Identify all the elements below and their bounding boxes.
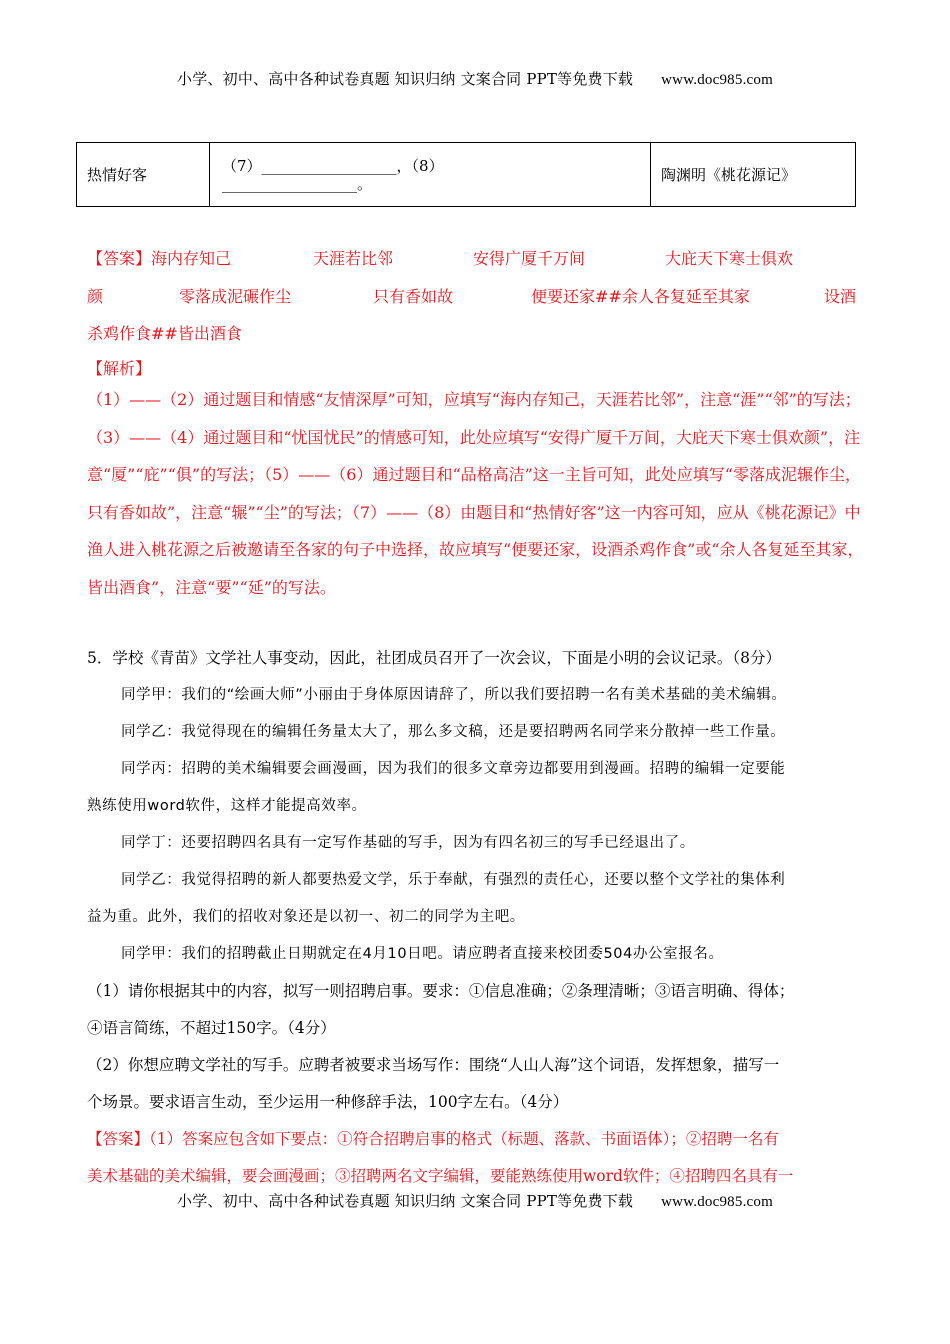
meeting-line: 同学乙：我觉得现在的编辑任务量太大了，那么多文稿，还是要招聘两名同学来分散掉一些工作量。 — [121, 724, 786, 740]
meeting-line: 同学丁：还要招聘四名具有一定写作基础的写手，因为有四名初三的写手已经退出了。 — [121, 835, 695, 851]
answer-line-2 — [87, 284, 862, 308]
answer-line-1 — [87, 246, 862, 270]
blank-cell — [210, 143, 651, 207]
page-header — [0, 68, 950, 89]
sub-question-2: （2）你想应聘文学社的写手。应聘者被要求当场写作：围绕“人山人海”这个词语，发挥想象，描写一 — [87, 1056, 780, 1074]
answer-2-line-1: 【答案】（1）答案应包含如下要点：①符合招聘启事的格式（标题、落款、书面语体）；②招聘一名有 — [87, 1130, 779, 1148]
answer-item: 天涯若比邻 — [313, 249, 394, 268]
analysis-label: 【解析】 — [87, 359, 152, 378]
table-row — [77, 143, 856, 207]
meeting-line: 熟练使用word软件，这样才能提高效率。 — [87, 798, 367, 814]
sub-question-1-cont: ④语言简练，不超过150字。（4分） — [87, 1019, 336, 1037]
answer-2-line-2: 美术基础的美术编辑，要会画漫画；③招聘两名文字编辑，要能熟练使用word软件；④招聘四名具有一 — [87, 1167, 794, 1185]
analysis-text: （1）——（2）通过题目和情感“友情深厚”可知，应填写“海内存知己，天涯若比邻”，注意“涯”“邻”的写法；（3）——（4）通过题目和“忧国忧民”的情感可知，此处应填写“安得广厦千万间，大庇天下寒士俱欢颜”，注意“厦”“庇”“俱”的写法；（5）——（6）通过题目和“品格高洁”这一主旨可知，此处应填写“零落成泥辗作尘，只有香如故”，注意“辗”“尘”的写法；（7）——（8）由题目和“热情好客”这一内容可知，应从《桃花源记》中渔人进入桃花源之后被邀请至各家的句子中选择，故应填写“便要还家，设酒杀鸡作食”或“余人各复延至其家，皆出酒食”，注意“要”“延”的写法。 — [87, 390, 864, 597]
answer-item: 设酒 — [824, 287, 857, 306]
answer-label: 【答案】海内存知己 — [87, 249, 232, 268]
theme-cell: 热情好客 — [77, 143, 210, 207]
question-title: 5．学校《青苗》文学社人事变动，因此，社团成员召开了一次会议，下面是小明的会议记录。（8分） — [87, 649, 781, 667]
question-5 — [87, 640, 877, 1195]
answer-item: 颜 — [87, 287, 104, 306]
footer-url[interactable]: www.doc985.com — [661, 1194, 773, 1210]
answer-item: 只有香如故 — [373, 287, 454, 306]
sub-question-1: （1）请你根据其中的内容，拟写一则招聘启事。要求：①信息准确；②条理清晰；③语言明确、得体； — [87, 982, 795, 1000]
meeting-line: 同学丙：招聘的美术编辑要会画漫画，因为我们的很多文章旁边都要用到漫画。招聘的编辑一定要能 — [121, 761, 786, 777]
footer-text: 小学、初中、高中各种试卷真题 知识归纳 文案合同 PPT等免费下载 — [177, 1192, 634, 1210]
meeting-line: 益为重。此外，我们的招收对象还是以初一、初二的同学为主吧。 — [87, 909, 525, 925]
blank-8: __________________。 — [222, 174, 373, 193]
sub-question-2-cont: 个场景。要求语言生动，至少运用一种修辞手法，100字左右。（4分） — [87, 1093, 569, 1111]
answer-item: 杀鸡作食##皆出酒食 — [87, 324, 242, 343]
poem-table — [76, 142, 856, 207]
answer-item: 便要还家##余人各复延至其家 — [531, 287, 750, 306]
source-cell: 陶渊明《桃花源记》 — [651, 143, 856, 207]
blank-7: （7）__________________，（8） — [222, 156, 444, 175]
answer-item: 安得广厦千万间 — [473, 249, 586, 268]
meeting-line: 同学乙：我觉得招聘的新人都要热爱文学，乐于奉献，有强烈的责任心，还要以整个文学社的集体利 — [121, 872, 786, 888]
meeting-line: 同学甲：我们的招聘截止日期就定在4月10日吧。请应聘者直接来校团委504办公室报名。 — [121, 946, 724, 962]
meeting-line: 同学甲：我们的“绘画大师”小丽由于身体原因请辞了，所以我们要招聘一名有美术基础的美术编辑。 — [121, 687, 787, 703]
answer-item: 大庇天下寒士俱欢 — [665, 249, 794, 268]
header-url[interactable]: www.doc985.com — [661, 72, 773, 88]
answer-item: 零落成泥碾作尘 — [179, 287, 292, 306]
answer-line-3 — [87, 321, 862, 345]
page-footer — [0, 1190, 950, 1211]
header-text: 小学、初中、高中各种试卷真题 知识归纳 文案合同 PPT等免费下载 — [177, 70, 634, 88]
